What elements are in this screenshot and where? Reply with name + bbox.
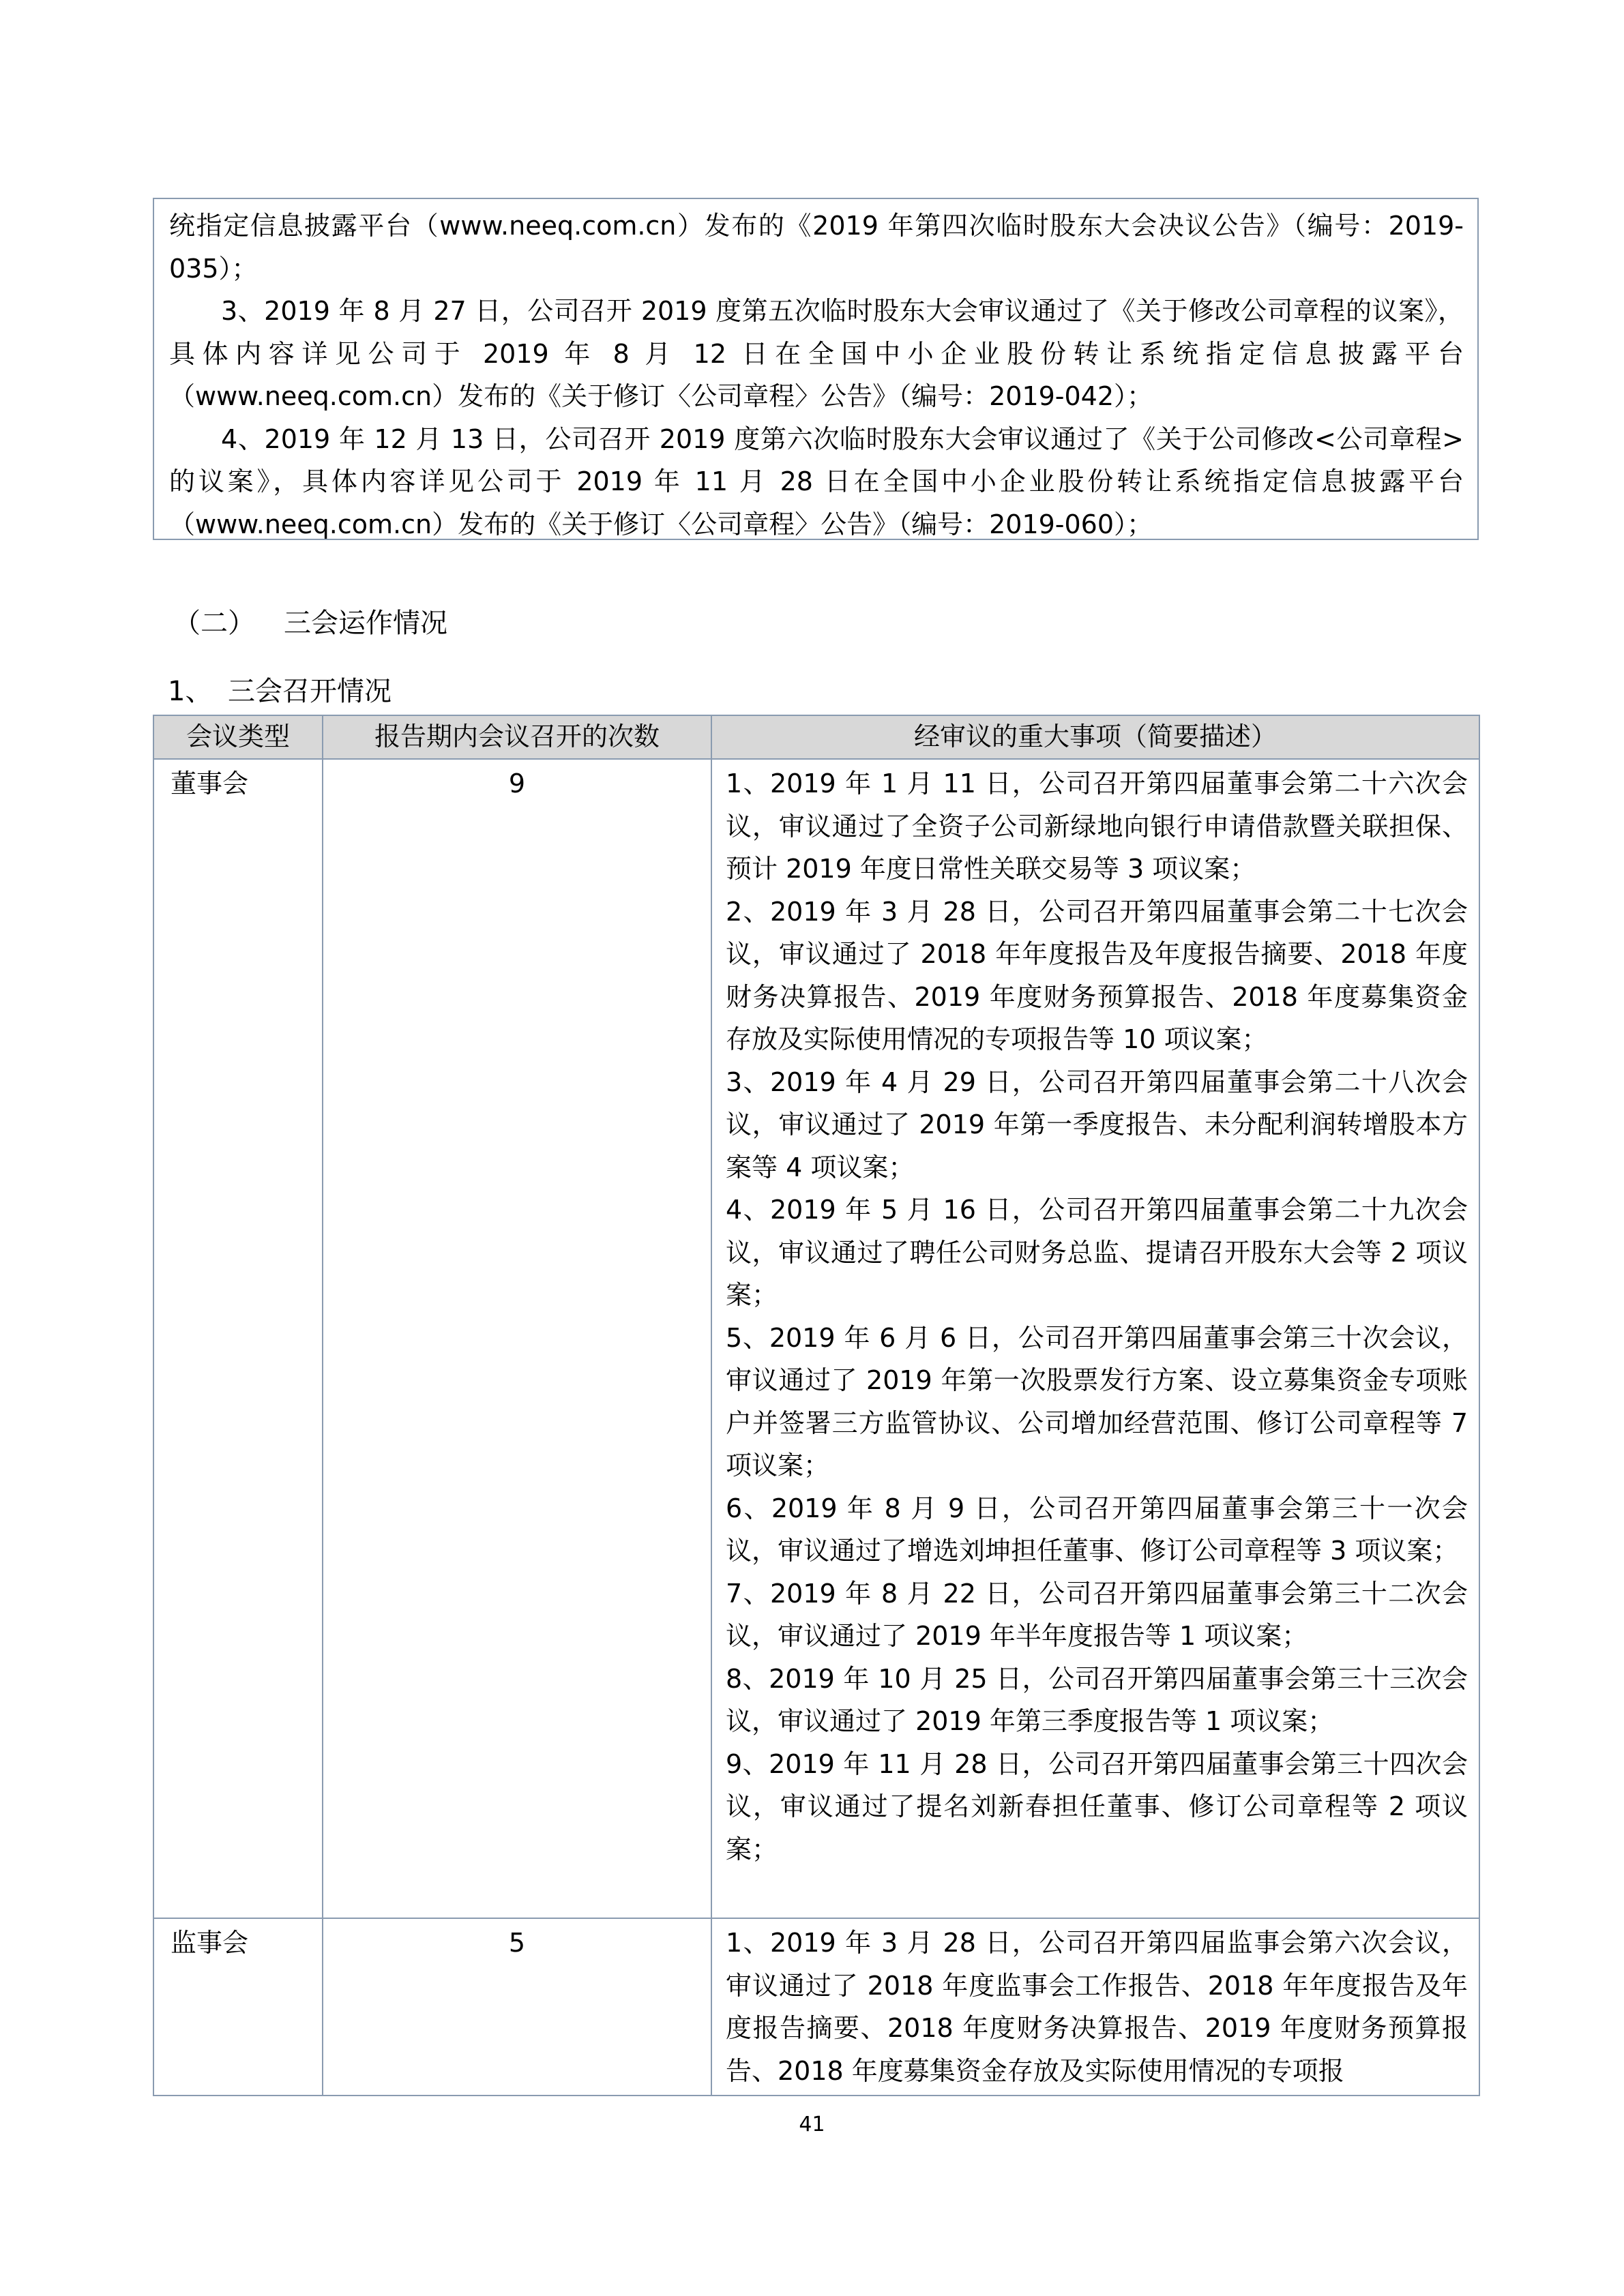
meeting-type-cell: 董事会 bbox=[153, 759, 323, 1918]
header-meeting-type: 会议类型 bbox=[153, 715, 323, 759]
meeting-item: 1、2019 年 1 月 11 日，公司召开第四届董事会第二十六次会议，审议通过了全资子公司新绿地向银行申请借款暨关联担保、预计 2019 年度日常性关联交易等 3 项议案； bbox=[726, 769, 1468, 884]
meeting-item: 8、2019 年 10 月 25 日，公司召开第四届董事会第三十三次会议，审议通过了 2019 年第三季度报告等 1 项议案； bbox=[726, 1663, 1468, 1736]
meeting-item: 3、2019 年 4 月 29 日，公司召开第四届董事会第二十八次会议，审议通过了 2019 年第一季度报告、未分配利润转增股本方案等 4 项议案； bbox=[726, 1067, 1468, 1182]
section-title: 三会运作情况 bbox=[284, 608, 447, 639]
table-row-board bbox=[153, 759, 1479, 1918]
subsection-heading bbox=[168, 672, 392, 711]
meeting-count-cell: 9 bbox=[323, 759, 711, 1918]
page-number: 41 bbox=[799, 2113, 825, 2136]
meeting-item: 9、2019 年 11 月 28 日，公司召开第四届董事会第三十四次会议，审议通过了提名刘新春担任董事、修订公司章程等 2 项议案； bbox=[726, 1748, 1468, 1864]
subsection-number: 1、 bbox=[168, 676, 213, 707]
meeting-item: 4、2019 年 5 月 16 日，公司召开第四届董事会第二十九次会议，审议通过了聘任公司财务总监、提请召开股东大会等 2 项议案； bbox=[726, 1195, 1468, 1310]
header-meeting-count: 报告期内会议召开的次数 bbox=[323, 715, 711, 759]
meeting-item: 5、2019 年 6 月 6 日，公司召开第四届董事会第三十次会议，审议通过了 2019 年第一次股票发行方案、设立募集资金专项账户并签署三方监管协议、公司增加经营范围、修订公司章程等 7 项议案； bbox=[726, 1322, 1468, 1480]
subsection-title: 三会召开情况 bbox=[228, 676, 392, 707]
meeting-item: 1、2019 年 3 月 28 日，公司召开第四届监事会第六次会议，审议通过了 2018 年度监事会工作报告、2018 年年度报告及年度报告摘要、2018 年度财务决算报告、2019 年度财务预算报告、2018 年度募集资金存放及实际使用情况的专项报 bbox=[726, 1928, 1468, 2086]
meeting-type-cell: 监事会 bbox=[153, 1918, 323, 2096]
continuation-paragraph: 4、2019 年 12 月 13 日，公司召开 2019 度第六次临时股东大会审议通过了《关于公司修改<公司章程>的议案》，具体内容详见公司于 2019 年 11 月 28 日在全国中小企业股份转让系统指定信息披露平台（www.neeq.com.cn）发布的《关于修订〈公司章程〉公告》（编号：2019-060）； bbox=[169, 423, 1464, 539]
continuation-text-box bbox=[153, 198, 1479, 540]
meeting-item: 7、2019 年 8 月 22 日，公司召开第四届董事会第三十二次会议，审议通过了 2019 年半年度报告等 1 项议案； bbox=[726, 1578, 1468, 1651]
meeting-detail-cell bbox=[711, 1918, 1479, 2096]
table-row-supervisory bbox=[153, 1918, 1479, 2096]
meeting-detail-cell bbox=[711, 759, 1479, 1918]
meeting-count-cell: 5 bbox=[323, 1918, 711, 2096]
meeting-item: 2、2019 年 3 月 28 日，公司召开第四届董事会第二十七次会议，审议通过了 2018 年年度报告及年度报告摘要、2018 年度财务决算报告、2019 年度财务预算报告、2018 年度募集资金存放及实际使用情况的专项报告等 10 项议案； bbox=[726, 896, 1468, 1054]
meeting-item: 6、2019 年 8 月 9 日，公司召开第四届董事会第三十一次会议，审议通过了增选刘坤担任董事、修订公司章程等 3 项议案； bbox=[726, 1493, 1468, 1566]
header-major-matters: 经审议的重大事项（简要描述） bbox=[711, 715, 1479, 759]
section-number: （二） bbox=[173, 608, 255, 639]
continuation-paragraph: 3、2019 年 8 月 27 日，公司召开 2019 度第五次临时股东大会审议通过了《关于修改公司章程的议案》，具体内容详见公司于 2019 年 8 月 12 日在全国中小企业股份转让系统指定信息披露平台（www.neeq.com.cn）发布的《关于修订〈公司章程〉公告》（编号：2019-042）； bbox=[169, 296, 1464, 411]
section-heading bbox=[173, 604, 447, 642]
meetings-table bbox=[153, 715, 1480, 2096]
table-header-row bbox=[153, 715, 1479, 759]
continuation-paragraph: 统指定信息披露平台（www.neeq.com.cn）发布的《2019 年第四次临时股东大会决议公告》（编号：2019-035）； bbox=[169, 211, 1464, 284]
